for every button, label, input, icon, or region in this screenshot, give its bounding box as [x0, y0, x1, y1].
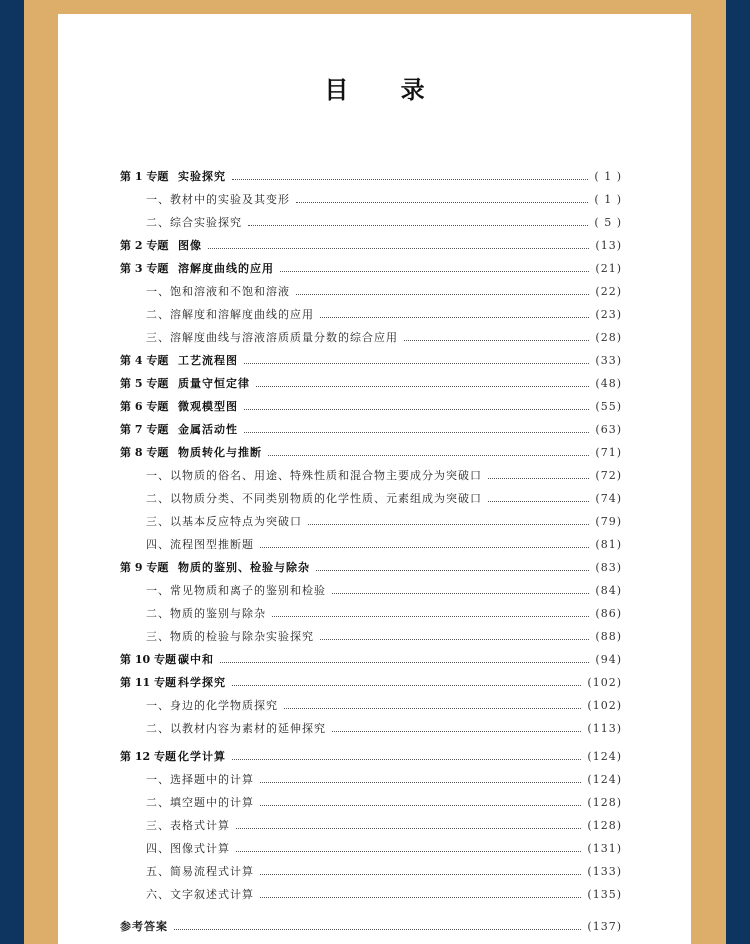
dot-leader	[332, 593, 589, 594]
toc-section-row[interactable]	[120, 886, 622, 904]
toc-entry-label	[120, 168, 226, 186]
toc-entry-title: 三、以基本反应特点为突破口	[146, 515, 302, 528]
toc-section-row[interactable]	[120, 306, 622, 324]
page-number: (13)	[595, 239, 622, 252]
toc-entry-label	[146, 720, 326, 738]
toc-section-row[interactable]	[120, 697, 622, 715]
dot-leader	[488, 501, 589, 502]
dot-leader	[272, 616, 589, 617]
toc-section-row[interactable]	[120, 771, 622, 789]
dot-leader	[256, 386, 589, 387]
dot-leader	[320, 639, 589, 640]
chapter-number: 第 7 专题	[120, 423, 169, 436]
chapter-number: 第 11 专题	[120, 676, 176, 689]
toc-entry-label	[146, 582, 326, 600]
page-number: (55)	[595, 400, 622, 413]
dot-leader	[284, 708, 581, 709]
page-number: (71)	[595, 446, 622, 459]
toc-entry-label	[120, 375, 250, 393]
toc-entry-title: 四、图像式计算	[146, 842, 230, 855]
toc-chapter-row[interactable]	[120, 352, 622, 370]
toc-entry-title: 物质的鉴别、检验与除杂	[178, 561, 310, 574]
dot-leader	[308, 524, 589, 525]
page-number: (74)	[595, 492, 622, 505]
toc-entry-label	[146, 214, 242, 232]
toc-entry-label	[146, 840, 230, 858]
toc-entry-title: 图像	[178, 239, 202, 252]
toc-chapter-row[interactable]	[120, 421, 622, 439]
toc-entry-label	[120, 444, 262, 462]
toc-entry-title: 五、简易流程式计算	[146, 865, 254, 878]
dot-leader	[488, 478, 589, 479]
page-number: (88)	[595, 630, 622, 643]
toc-entry-label	[120, 421, 238, 439]
page-number: (113)	[587, 722, 622, 735]
toc-entry-title: 碳中和	[178, 653, 214, 666]
toc-chapter-row[interactable]	[120, 444, 622, 462]
page-number: (135)	[587, 888, 622, 901]
toc-entry-title: 物质转化与推断	[178, 446, 262, 459]
dot-leader	[260, 897, 581, 898]
dot-leader	[260, 547, 589, 548]
toc-entry-title: 工艺流程图	[178, 354, 238, 367]
toc-section-row[interactable]	[120, 513, 622, 531]
toc-entry-title: 金属活动性	[178, 423, 238, 436]
toc-entry-label	[120, 237, 202, 255]
page-number: (22)	[595, 285, 622, 298]
toc-answers-row[interactable]	[120, 918, 622, 936]
chapter-number: 第 1 专题	[120, 170, 169, 183]
chapter-number: 第 2 专题	[120, 239, 169, 252]
toc-entry-title: 二、填空题中的计算	[146, 796, 254, 809]
dot-leader	[280, 271, 589, 272]
toc-entry-label	[146, 283, 290, 301]
toc-section-row[interactable]	[120, 794, 622, 812]
page-number: (124)	[587, 773, 622, 786]
toc-chapter-row[interactable]	[120, 168, 622, 186]
toc-entry-label	[146, 490, 482, 508]
toc-section-row[interactable]	[120, 329, 622, 347]
toc-section-row[interactable]	[120, 214, 622, 232]
toc-section-row[interactable]	[120, 840, 622, 858]
dot-leader	[244, 432, 589, 433]
toc-section-row[interactable]	[120, 283, 622, 301]
toc-entry-title: 一、身边的化学物质探究	[146, 699, 278, 712]
toc-section-row[interactable]	[120, 863, 622, 881]
toc-entry-label	[146, 513, 302, 531]
page-number: (48)	[595, 377, 622, 390]
dot-leader	[244, 363, 589, 364]
toc-entry-label	[146, 536, 254, 554]
page-number: (84)	[595, 584, 622, 597]
chapter-number: 第 3 专题	[120, 262, 169, 275]
chapter-number: 第 4 专题	[120, 354, 169, 367]
dot-leader	[232, 759, 581, 760]
toc-entry-label	[120, 651, 214, 669]
dot-leader	[260, 782, 581, 783]
toc-chapter-row[interactable]	[120, 651, 622, 669]
dot-leader	[236, 828, 581, 829]
toc-entry-label	[120, 260, 274, 278]
toc-entry-title: 三、表格式计算	[146, 819, 230, 832]
toc-entry-label	[146, 467, 482, 485]
dot-leader	[232, 179, 588, 180]
page-number: (94)	[595, 653, 622, 666]
toc-entry-label	[146, 817, 230, 835]
toc-entry-title: 科学探究	[178, 676, 226, 689]
toc-entry-label	[120, 398, 238, 416]
toc-chapter-row[interactable]	[120, 674, 622, 692]
toc-section-row[interactable]	[120, 720, 622, 738]
page-number: (131)	[587, 842, 622, 855]
dot-leader	[248, 225, 588, 226]
toc-entry-title: 参考答案	[120, 920, 168, 933]
dot-leader	[236, 851, 581, 852]
page-title: 目 录	[324, 76, 447, 104]
toc-entry-label	[146, 191, 290, 209]
toc-entry-title: 一、饱和溶液和不饱和溶液	[146, 285, 290, 298]
toc-entry-title: 一、选择题中的计算	[146, 773, 254, 786]
toc-entry-label	[146, 306, 314, 324]
page-number: (28)	[595, 331, 622, 344]
page-number: (23)	[595, 308, 622, 321]
toc-entry-title: 实验探究	[178, 170, 226, 183]
toc-entry-title: 一、以物质的俗名、用途、特殊性质和混合物主要成分为突破口	[146, 469, 482, 482]
toc-entry-label	[120, 352, 238, 370]
page-number: (102)	[587, 699, 622, 712]
toc-entry-title: 化学计算	[178, 750, 226, 763]
toc-section-row[interactable]	[120, 536, 622, 554]
toc-entry-title: 四、流程图型推断题	[146, 538, 254, 551]
page-number: (81)	[595, 538, 622, 551]
toc-entry-title: 二、综合实验探究	[146, 216, 242, 229]
dot-leader	[332, 731, 581, 732]
page-number: (86)	[595, 607, 622, 620]
toc-entry-label	[120, 674, 226, 692]
chapter-number: 第 6 专题	[120, 400, 169, 413]
dot-leader	[268, 455, 589, 456]
toc-entry-label	[120, 559, 310, 577]
toc-entry-title: 二、物质的鉴别与除杂	[146, 607, 266, 620]
toc-chapter-row[interactable]	[120, 260, 622, 278]
dot-leader	[260, 874, 581, 875]
dot-leader	[260, 805, 581, 806]
page-number: (128)	[587, 796, 622, 809]
dot-leader	[232, 685, 581, 686]
toc-entry-label	[146, 794, 254, 812]
toc-entry-title: 六、文字叙述式计算	[146, 888, 254, 901]
page-number: (124)	[587, 750, 622, 763]
chapter-number: 第 8 专题	[120, 446, 169, 459]
chapter-number: 第 9 专题	[120, 561, 169, 574]
page-number: ( 1 )	[594, 170, 622, 183]
page-number: (63)	[595, 423, 622, 436]
toc-section-row[interactable]	[120, 191, 622, 209]
toc-entry-title: 一、常见物质和离子的鉴别和检验	[146, 584, 326, 597]
chapter-number: 第 5 专题	[120, 377, 169, 390]
page-number: (83)	[595, 561, 622, 574]
toc-entry-label	[146, 605, 266, 623]
toc-entry-title: 溶解度曲线的应用	[178, 262, 274, 275]
toc-section-row[interactable]	[120, 467, 622, 485]
page-number: ( 5 )	[594, 216, 622, 229]
dot-leader	[320, 317, 589, 318]
toc-chapter-row[interactable]	[120, 375, 622, 393]
page-number: ( 1 )	[594, 193, 622, 206]
dot-leader	[220, 662, 589, 663]
document-page	[58, 14, 691, 944]
page-number: (133)	[587, 865, 622, 878]
toc-entry-label	[146, 628, 314, 646]
page-number: (33)	[595, 354, 622, 367]
dot-leader	[296, 294, 589, 295]
dot-leader	[296, 202, 588, 203]
toc-entry-title: 微观模型图	[178, 400, 238, 413]
toc-entry-title: 质量守恒定律	[178, 377, 250, 390]
toc-section-row[interactable]	[120, 628, 622, 646]
dot-leader	[404, 340, 589, 341]
toc-entry-title: 二、溶解度和溶解度曲线的应用	[146, 308, 314, 321]
toc-entry-label	[120, 918, 168, 936]
toc-entry-title: 二、以物质分类、不同类别物质的化学性质、元素组成为突破口	[146, 492, 482, 505]
toc-chapter-row[interactable]	[120, 748, 622, 766]
page-number: (137)	[587, 920, 622, 933]
toc-section-row[interactable]	[120, 582, 622, 600]
toc-section-row[interactable]	[120, 605, 622, 623]
toc-section-row[interactable]	[120, 490, 622, 508]
toc-entry-label	[146, 697, 278, 715]
dot-leader	[316, 570, 589, 571]
toc-entry-title: 三、物质的检验与除杂实验探究	[146, 630, 314, 643]
dot-leader	[244, 409, 589, 410]
page-number: (102)	[587, 676, 622, 689]
toc-chapter-row[interactable]	[120, 398, 622, 416]
toc-entry-label	[146, 329, 398, 347]
dot-leader	[208, 248, 589, 249]
toc-entry-label	[146, 863, 254, 881]
dot-leader	[174, 929, 581, 930]
toc-chapter-row[interactable]	[120, 559, 622, 577]
toc-chapter-row[interactable]	[120, 237, 622, 255]
toc-entry-label	[146, 771, 254, 789]
page-number: (128)	[587, 819, 622, 832]
page-number: (21)	[595, 262, 622, 275]
toc-entry-title: 一、教材中的实验及其变形	[146, 193, 290, 206]
chapter-number: 第 12 专题	[120, 750, 176, 763]
page-number: (79)	[595, 515, 622, 528]
toc-entry-label	[146, 886, 254, 904]
toc-entry-title: 三、溶解度曲线与溶液溶质质量分数的综合应用	[146, 331, 398, 344]
toc-entry-label	[120, 748, 226, 766]
page-number: (72)	[595, 469, 622, 482]
chapter-number: 第 10 专题	[120, 653, 176, 666]
toc-section-row[interactable]	[120, 817, 622, 835]
toc-entry-title: 二、以教材内容为素材的延伸探究	[146, 722, 326, 735]
